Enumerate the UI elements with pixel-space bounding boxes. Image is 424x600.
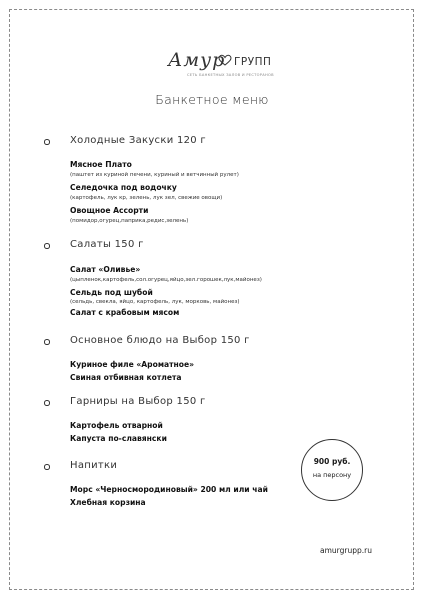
section-title: Основное блюдо на Выбор 150 г (70, 335, 250, 346)
section-title: Холодные Закуски 120 г (70, 135, 206, 146)
logo-group: ГРУПП (234, 56, 272, 68)
logo-tagline: СЕТЬ БАНКЕТНЫХ ЗАЛОВ И РЕСТОРАНОВ (187, 73, 274, 77)
website-link[interactable]: amurgrupp.ru (320, 546, 372, 555)
logo (160, 46, 300, 86)
menu-title: Банкетное меню (155, 92, 269, 107)
menu-item-name: Салат «Оливье» (70, 265, 141, 274)
menu-item-note: (помидор,огурец,паприка,редис,зелень) (70, 218, 189, 224)
menu-item-name: Салат с крабовым мясом (70, 308, 180, 317)
menu-item-note: (цыпленок,картофель,сол.огурец,яйцо,зел.горошек,лук,майонез) (70, 277, 262, 283)
menu-item-name: Капуста по-славянски (70, 434, 167, 443)
menu-item-note: (паштет из куриной печени, куриный и ветчинный рулет) (70, 172, 239, 178)
menu-item-note: (картофель, лук кр, зелень, лук зел, свежие овощи) (70, 195, 223, 201)
price-amount: 900 руб. (313, 457, 351, 466)
section-bullet (44, 400, 50, 406)
section-title: Гарниры на Выбор 150 г (70, 396, 206, 407)
price-per-person: на персону (312, 471, 352, 479)
menu-item-name: Овощное Ассорти (70, 206, 149, 215)
section-bullet (44, 464, 50, 470)
menu-item-note: (сельдь, свекла, яйцо, картофель, лук, морковь, майонез) (70, 299, 240, 305)
section-bullet (44, 339, 50, 345)
logo-script: Амур (168, 49, 226, 71)
price-badge (301, 439, 363, 501)
menu-item-name: Селедочка под водочку (70, 183, 177, 192)
menu-item-name: Мясное Плато (70, 160, 132, 169)
section-title: Салаты 150 г (70, 239, 144, 250)
section-bullet (44, 243, 50, 249)
menu-item-name: Куриное филе «Ароматное» (70, 360, 195, 369)
menu-item-name: Хлебная корзина (70, 498, 146, 507)
heart-icon (218, 54, 232, 66)
section-title: Напитки (70, 460, 118, 471)
menu-item-name: Сельдь под шубой (70, 288, 153, 297)
menu-item-name: Картофель отварной (70, 421, 163, 430)
menu-item-name: Свиная отбивная котлета (70, 373, 182, 382)
menu-item-name: Морс «Черносмородиновый» 200 мл или чай (70, 485, 268, 494)
section-bullet (44, 139, 50, 145)
